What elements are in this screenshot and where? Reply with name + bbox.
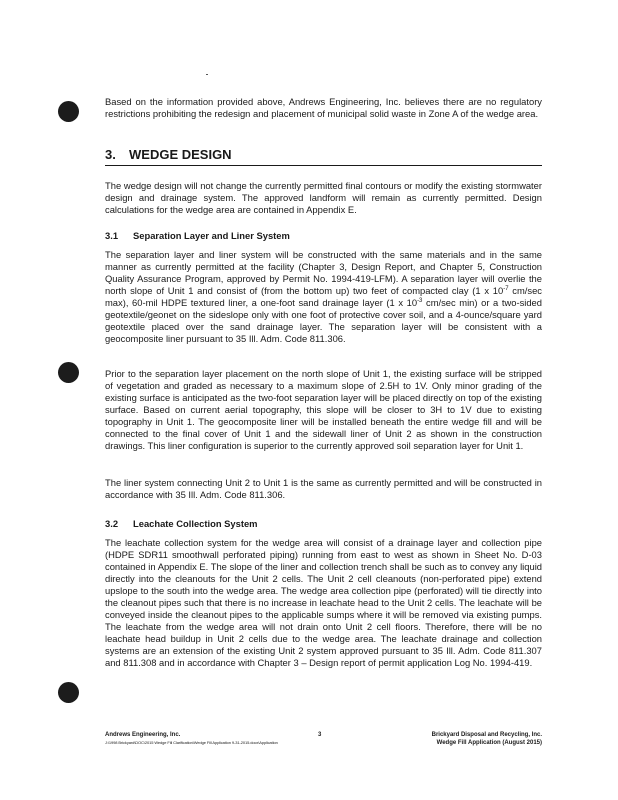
subsection-heading-3-2 <box>105 518 542 530</box>
subsection-heading-3-1 <box>105 230 542 242</box>
intro-paragraph: Based on the information provided above, Andrews Engineering, Inc. believes there are no regulatory restrictions prohibiting the redesign and placement of municipal solid waste in Zone A of the wedge area. <box>105 96 542 119</box>
leachate-paragraph: The leachate collection system for the wedge area will consist of a drainage layer and collection pipe (HDPE SDR11 smoothwall perforated piping) running from east to west as shown in Sheet No. D-03 contained in Appendix E. The slope of the liner and collection trench shall be such as to convey any liquid directly into the cleanouts for the Unit 2 cells. The Unit 2 cell cleanouts (non-perforated pipe) extend upslope to the south into the wedge area. The wedge area collection pipe (perforated) will tie directly into the cleanout pipes such that there is no increase in leachate head to the Unit 2 cells. The leachate will be conveyed inside the cleanout pipes to the applicable sumps where it will be removed via existing pumps. The leachate from the wedge area will not drain onto Unit 2 cell floors. Therefore, there will be no leachate head buildup in Unit 2 cells due to the wedge area. The leachate drainage and collection systems are an extension of the existing Unit 2 system approved pursuant to 35 Ill. Adm. Code 811.307 and 811.308 and in accordance with Chapter 3 – Design report of permit application Log No. 1994-419. <box>105 537 542 668</box>
footer-company: Andrews Engineering, Inc. <box>105 732 181 738</box>
subsection-number: 3.1 <box>105 230 119 241</box>
binder-hole-bottom <box>58 682 79 703</box>
footer-file-path: J:\1998 Brickyard\DOC\2015 Wedge Fill Clarification\Wedge Fill Application 9-31-2015.docx\Application <box>105 740 278 745</box>
subsection-title: Separation Layer and Liner System <box>133 230 290 241</box>
liner-paragraph-2: Prior to the separation layer placement on the north slope of Unit 1, the existing surface will be stripped of vegetation and graded as necessary to a maximum slope of 2.5H to 1V. Only minor grading of the existing surface is anticipated as the two-foot separation layer will be placed directly on top of the existing surface. Based on current aerial topography, this slope will be closer to 3H to 1V due to existing topography in Unit 1. The geocomposite liner will be installed beneath the entire wedge fill and will be connected to the final cover of Unit 1 and the sidewall liner of Unit 2 as shown in the construction drawings. This liner configuration is superior to the currently approved soil separation layer for Unit 1. <box>105 368 542 451</box>
footer-client: Brickyard Disposal and Recycling, Inc. <box>431 732 542 738</box>
liner-paragraph-1: The separation layer and liner system will be constructed with the same materials and in the same manner as currently permitted at the facility (Chapter 3, Design Report, and Chapter 5, Construction Quality Assurance Program, approved by Permit No. 1994-419-LFM). A separation layer will overlie the north slope of Unit 1 and consist of (from the bottom up) two feet of compacted clay (1 x $10^{-7}$ cm/sec max), 60-mil HDPE textured liner, a one-foot sand drainage layer (1 x $10^{-3}$ cm/sec min) or a two-sided geotextile/geonet on the sideslope only with one foot of protective cover soil, and a 4-ounce/square yard geotextile placed over the sand drainage layer. The separation layer will be consistent with a geocomposite liner pursuant to 35 Ill. Adm. Code 811.306. <box>105 249 542 344</box>
subsection-title: Leachate Collection System <box>133 518 258 529</box>
scan-speck <box>206 74 208 75</box>
footer-application: Wedge Fill Application (August 2015) <box>436 740 542 746</box>
binder-hole-top <box>58 101 79 122</box>
binder-hole-middle <box>58 362 79 383</box>
section-number: 3. <box>105 147 116 162</box>
liner-paragraph-3: The liner system connecting Unit 2 to Unit 1 is the same as currently permitted and will be constructed in accordance with 35 Ill. Adm. Code 811.306. <box>105 477 542 500</box>
section-heading <box>105 147 542 166</box>
footer-page-number: 3 <box>318 732 322 738</box>
section-title: WEDGE DESIGN <box>129 147 232 162</box>
section-intro-paragraph: The wedge design will not change the currently permitted final contours or modify the existing stormwater design and drainage system. The approved landform will remain as currently permitted. Design calculations for the wedge area are contained in Appendix E. <box>105 180 542 215</box>
subsection-number: 3.2 <box>105 518 119 529</box>
